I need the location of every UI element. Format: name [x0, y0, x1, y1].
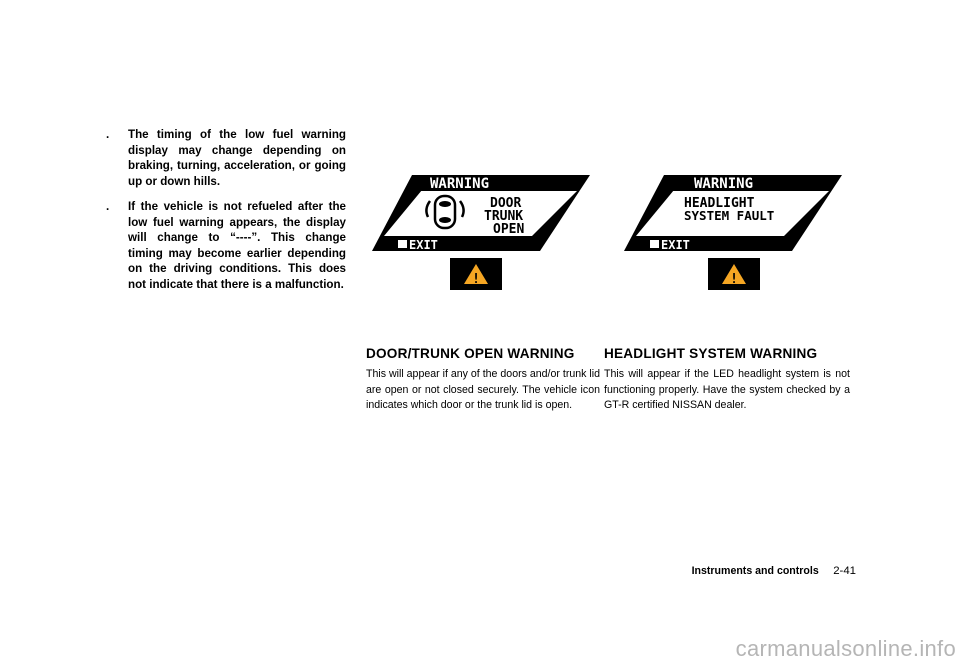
page-number: 2-41	[833, 565, 856, 577]
headlight-warning-figure	[616, 163, 846, 318]
car-body-icon	[435, 196, 455, 228]
exit-arrow-icon	[398, 240, 407, 248]
section-title: HEADLIGHT SYSTEM WARNING	[604, 346, 818, 361]
display-line: TRUNK	[484, 209, 524, 224]
bullet-marker: .	[106, 200, 110, 213]
watermark: carmanualsonline.info	[735, 636, 956, 661]
exit-arrow-icon	[650, 240, 659, 248]
door-trunk-section	[366, 346, 600, 414]
bullet-text: The timing of the low fuel warning display may change depending on braking, turning, acceleration, or going up or down hills.	[128, 128, 346, 188]
door-trunk-display-illustration	[364, 163, 594, 318]
footer-section-title: Instruments and controls	[691, 565, 819, 577]
list-item	[106, 199, 346, 292]
display-header: WARNING	[430, 176, 490, 192]
display-header: WARNING	[694, 176, 754, 192]
exit-label: EXIT	[661, 238, 690, 252]
display-line: OPEN	[493, 222, 525, 237]
low-fuel-notes-list	[106, 127, 346, 302]
section-body: This will appear if any of the doors and/or trunk lid are open or not closed securely. The vehicle icon indicates which door or the trunk lid is open.	[366, 368, 600, 411]
headlight-section	[604, 346, 850, 414]
warning-glyph: !	[730, 272, 738, 287]
page-footer	[660, 561, 856, 579]
section-title: DOOR/TRUNK OPEN WARNING	[366, 346, 575, 361]
bullet-text: If the vehicle is not refueled after the low fuel warning appears, the display will change to “----”. This change timing may become earlier depending on the driving conditions. This does not indicate that there is a malfunction.	[128, 200, 346, 291]
display-line: DOOR	[490, 196, 522, 211]
list-item	[106, 127, 346, 189]
warning-glyph: !	[472, 272, 480, 287]
display-line: SYSTEM FAULT	[684, 208, 775, 223]
display-line: HEADLIGHT	[684, 196, 755, 211]
exit-label: EXIT	[409, 238, 438, 252]
headlight-display-illustration	[616, 163, 846, 318]
bullet-marker: .	[106, 128, 110, 141]
section-body: This will appear if the LED headlight system is not functioning properly. Have the system checked by a GT-R certified NISSAN dealer.	[604, 368, 850, 411]
door-trunk-warning-figure	[364, 163, 594, 318]
